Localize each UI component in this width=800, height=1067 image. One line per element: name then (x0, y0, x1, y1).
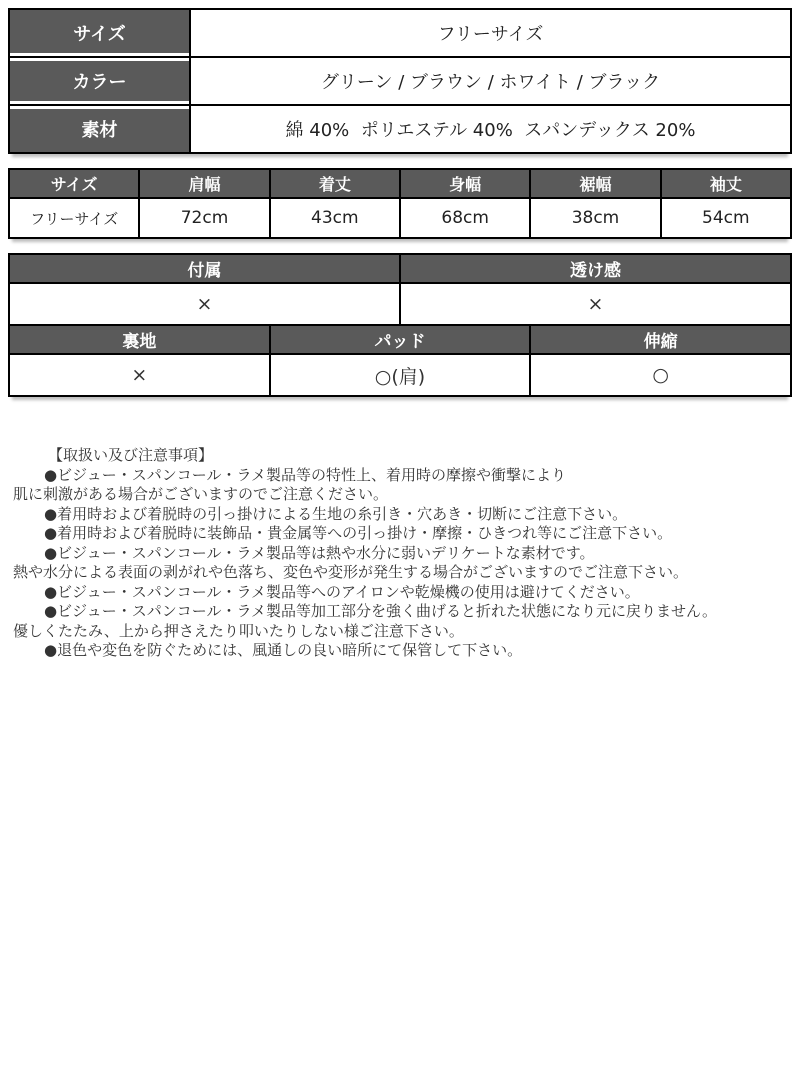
care-note-line: ●ビジュー・スパンコール・ラメ製品等は熱や水分に弱いデリケートな素材です。 (44, 543, 595, 562)
care-notes-title: 【取扱い及び注意事項】 (48, 446, 214, 464)
table-header-row (9, 254, 791, 283)
table-header-row (9, 325, 791, 354)
spec-row-value: 綿 40% ポリエステル 40% スパンデックス 20% (190, 105, 791, 153)
table-row (9, 354, 791, 396)
feature-header-cell: 付属 (9, 254, 400, 283)
feature-value-cell: ○(肩) (270, 354, 531, 396)
spec-row-label: カラー (9, 57, 190, 105)
feature-table-bottom (8, 324, 792, 397)
size-value-cell: 43cm (270, 198, 400, 238)
size-header-cell: 裾幅 (530, 169, 660, 198)
size-value-cell: 72cm (139, 198, 269, 238)
spec-row-label: サイズ (9, 9, 190, 57)
table-header-row (9, 169, 791, 198)
care-note-line: ●退色や変色を防ぐためには、風通しの良い暗所にて保管して下さい。 (44, 641, 523, 659)
care-note-line: ●ビジュー・スパンコール・ラメ製品等へのアイロンや乾燥機の使用は避けてください。 (44, 582, 640, 601)
measurements-table (8, 168, 792, 239)
feature-table-top (8, 253, 792, 326)
feature-header-cell: 裏地 (9, 325, 270, 354)
care-note-line: ●ビジュー・スパンコール・ラメ製品等の特性上、着用時の摩擦や衝撃により (44, 465, 567, 484)
size-header-cell: 身幅 (400, 169, 530, 198)
feature-header-cell: 伸縮 (530, 325, 791, 354)
table-row (9, 57, 791, 105)
size-value-cell: 68cm (400, 198, 530, 238)
feature-header-cell: 透け感 (400, 254, 791, 283)
care-note-line: 優しくたたみ、上から押さえたり叩いたりしない様ご注意下さい。 (13, 621, 464, 640)
table-row (9, 283, 791, 325)
table-row (9, 198, 791, 238)
spec-row-label: 素材 (9, 105, 190, 153)
care-note-line: ●ビジュー・スパンコール・ラメ製品等加工部分を強く曲げると折れた状態になり元に戻りません。 (44, 602, 717, 620)
care-notes (8, 446, 792, 661)
feature-header-cell: パッド (270, 325, 531, 354)
table-row (9, 9, 791, 57)
feature-value-cell: ○ (530, 354, 791, 396)
care-note-line: 熱や水分による表面の剥がれや色落ち、変色や変形が発生する場合がございますのでご注意下さい。 (13, 563, 689, 581)
feature-value-cell: × (400, 283, 791, 325)
size-row-label: フリーサイズ (9, 198, 139, 238)
size-value-cell: 38cm (530, 198, 660, 238)
size-header-cell: 肩幅 (139, 169, 269, 198)
spec-row-value: フリーサイズ (190, 9, 791, 57)
spec-row-value: グリーン / ブラウン / ホワイト / ブラック (190, 57, 791, 105)
size-header-cell: サイズ (9, 169, 139, 198)
care-note-line: ●着用時および着脱時に装飾品・貴金属等への引っ掛け・摩擦・ひきつれ等にご注意下さい。 (44, 524, 673, 542)
care-note-line: ●着用時および着脱時の引っ掛けによる生地の糸引き・穴あき・切断にご注意下さい。 (44, 504, 628, 523)
table-row (9, 105, 791, 153)
care-note-line: 肌に刺激がある場合がございますのでご注意ください。 (13, 485, 389, 503)
size-header-cell: 袖丈 (661, 169, 791, 198)
feature-value-cell: × (9, 283, 400, 325)
size-header-cell: 着丈 (270, 169, 400, 198)
feature-value-cell: × (9, 354, 270, 396)
product-spec-table (8, 8, 792, 154)
size-value-cell: 54cm (661, 198, 791, 238)
